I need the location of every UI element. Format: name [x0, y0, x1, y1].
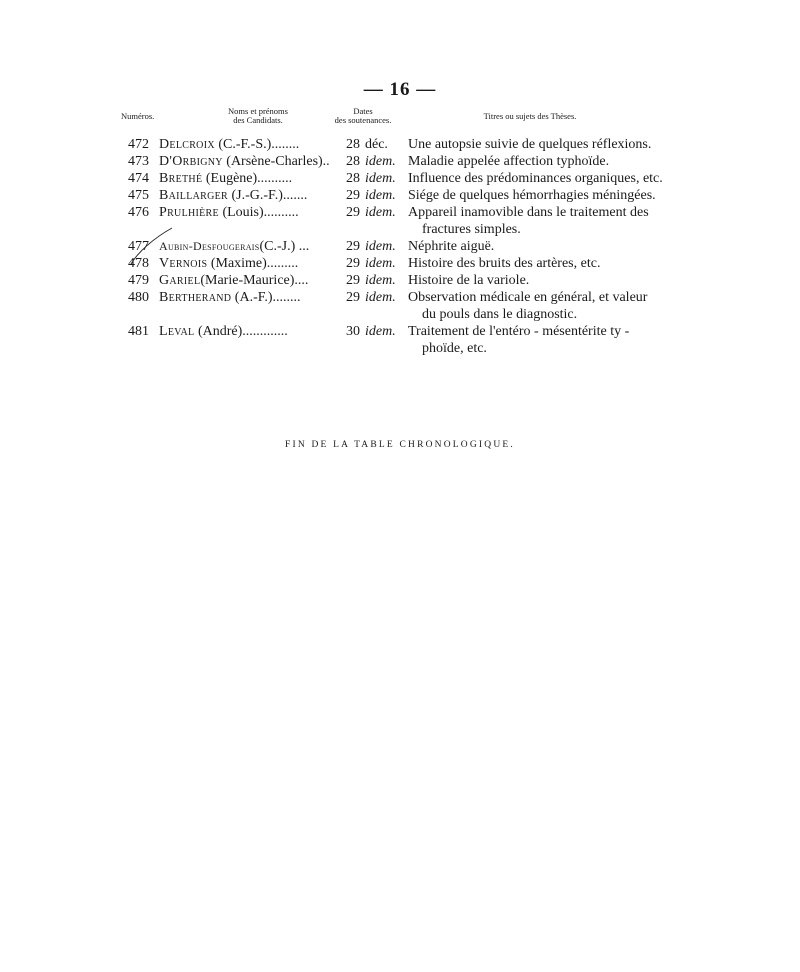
- candidate-surname: D'Orbigny: [159, 154, 223, 169]
- thesis-title: [408, 170, 678, 187]
- header-names-line2: des Candidats.: [233, 115, 283, 125]
- defense-day: 29: [346, 188, 360, 203]
- thesis-title-line1: Siége de quelques hémorrhagies méningées.: [408, 188, 656, 203]
- row-number: 475: [128, 188, 149, 203]
- header-dates-line2: des soutenances.: [334, 115, 392, 125]
- defense-month: idem.: [365, 188, 396, 203]
- defense-month: idem.: [365, 256, 396, 271]
- defense-month: idem.: [365, 290, 396, 305]
- header-names-line1: Noms et prénoms: [228, 106, 288, 116]
- thesis-title-line1: Appareil inamovible dans le traitement des: [408, 205, 649, 220]
- row-number: 478: [128, 256, 149, 271]
- defense-day: 29: [346, 256, 360, 271]
- candidate-surname: Delcroix: [159, 137, 215, 152]
- candidate-surname: Bertherand: [159, 290, 232, 305]
- thesis-title: [408, 272, 678, 289]
- thesis-title-line1: Maladie appelée affection typhoïde.: [408, 154, 610, 169]
- row-number: 472: [128, 137, 149, 152]
- end-of-table-note: FIN DE LA TABLE CHRONOLOGIQUE.: [285, 440, 515, 450]
- candidate-surname: Aubin-Desfougerais: [159, 239, 260, 253]
- candidate-given: (Marie-Maurice)....: [200, 273, 309, 288]
- thesis-title-line1: Néphrite aiguë.: [408, 239, 495, 254]
- thesis-title: [408, 136, 678, 153]
- thesis-title-line1: Une autopsie suivie de quelques réflexions.: [408, 137, 652, 152]
- thesis-title: [408, 289, 678, 323]
- thesis-title-line2: du pouls dans le diagnostic.: [422, 307, 578, 322]
- header-dates-line1: Dates: [353, 106, 373, 116]
- defense-month: idem.: [365, 171, 396, 186]
- thesis-title: [408, 187, 678, 204]
- thesis-title: [408, 204, 678, 238]
- candidate-given: (Louis)..........: [222, 205, 299, 220]
- candidate-surname: Prulhière: [159, 205, 219, 220]
- defense-month: idem.: [365, 154, 396, 169]
- thesis-title: [408, 238, 678, 255]
- candidate-surname: Gariel: [159, 273, 201, 288]
- candidate-given: (Maxime).........: [210, 256, 299, 271]
- defense-day: 28: [346, 171, 360, 186]
- candidate-surname: Brethé: [159, 171, 203, 186]
- candidate-surname: Leval: [159, 324, 195, 339]
- defense-day: 28: [346, 137, 360, 152]
- thesis-title-line1: Histoire de la variole.: [408, 273, 530, 288]
- row-number: 481: [128, 324, 149, 339]
- defense-day: 30: [346, 324, 360, 339]
- thesis-title-line2: fractures simples.: [422, 222, 521, 237]
- candidate-given: (Eugène)..........: [205, 171, 293, 186]
- thesis-title: [408, 153, 678, 170]
- row-number: 480: [128, 290, 149, 305]
- candidate-name: [159, 289, 339, 306]
- defense-month: déc.: [365, 137, 388, 152]
- candidate-name: [159, 323, 339, 340]
- page-number: — 16 —: [363, 79, 437, 100]
- row-number: 479: [128, 273, 149, 288]
- candidate-given: (André).............: [197, 324, 288, 339]
- candidate-name: [159, 272, 339, 289]
- candidate-name: [159, 187, 339, 204]
- header-numeros: Numéros.: [121, 111, 155, 121]
- candidate-name: [159, 136, 339, 153]
- candidate-given: (C.-F.-S.)........: [218, 137, 300, 152]
- defense-month: idem.: [365, 205, 396, 220]
- candidate-surname: Baillarger: [159, 188, 228, 203]
- row-number: 473: [128, 154, 149, 169]
- defense-day: 29: [346, 205, 360, 220]
- candidate-given: (A.-F.)........: [234, 290, 301, 305]
- thesis-title: [408, 323, 678, 357]
- header-titles: Titres ou sujets des Thèses.: [483, 111, 577, 121]
- defense-month: idem.: [365, 324, 396, 339]
- header-dates: [321, 107, 405, 125]
- thesis-title-line1: Influence des prédominances organiques, etc.: [408, 171, 663, 186]
- defense-day: 29: [346, 273, 360, 288]
- candidate-surname: Vernois: [159, 256, 208, 271]
- thesis-title-line1: Observation médicale en général, et valeur: [408, 290, 648, 305]
- candidate-given: (J.-G.-F.).......: [231, 188, 308, 203]
- header-names: [213, 107, 303, 125]
- row-number: 477: [128, 239, 149, 254]
- row-number: 474: [128, 171, 149, 186]
- defense-day: 29: [346, 239, 360, 254]
- defense-month: idem.: [365, 273, 396, 288]
- thesis-title-line1: Traitement de l'entéro - mésentérite ty -: [408, 324, 630, 339]
- candidate-name: [159, 204, 339, 221]
- candidate-given: (Arsène-Charles)..: [226, 154, 330, 169]
- thesis-title-line2: phoïde, etc.: [422, 341, 487, 356]
- pencil-mark-icon: [128, 220, 198, 270]
- candidate-name: [159, 170, 339, 187]
- candidate-given: (C.-J.) ...: [259, 239, 310, 254]
- defense-day: 28: [346, 154, 360, 169]
- candidate-name: [159, 153, 339, 170]
- row-number: 476: [128, 205, 149, 220]
- thesis-title: [408, 255, 678, 272]
- defense-day: 29: [346, 290, 360, 305]
- thesis-title-line1: Histoire des bruits des artères, etc.: [408, 256, 601, 271]
- defense-month: idem.: [365, 239, 396, 254]
